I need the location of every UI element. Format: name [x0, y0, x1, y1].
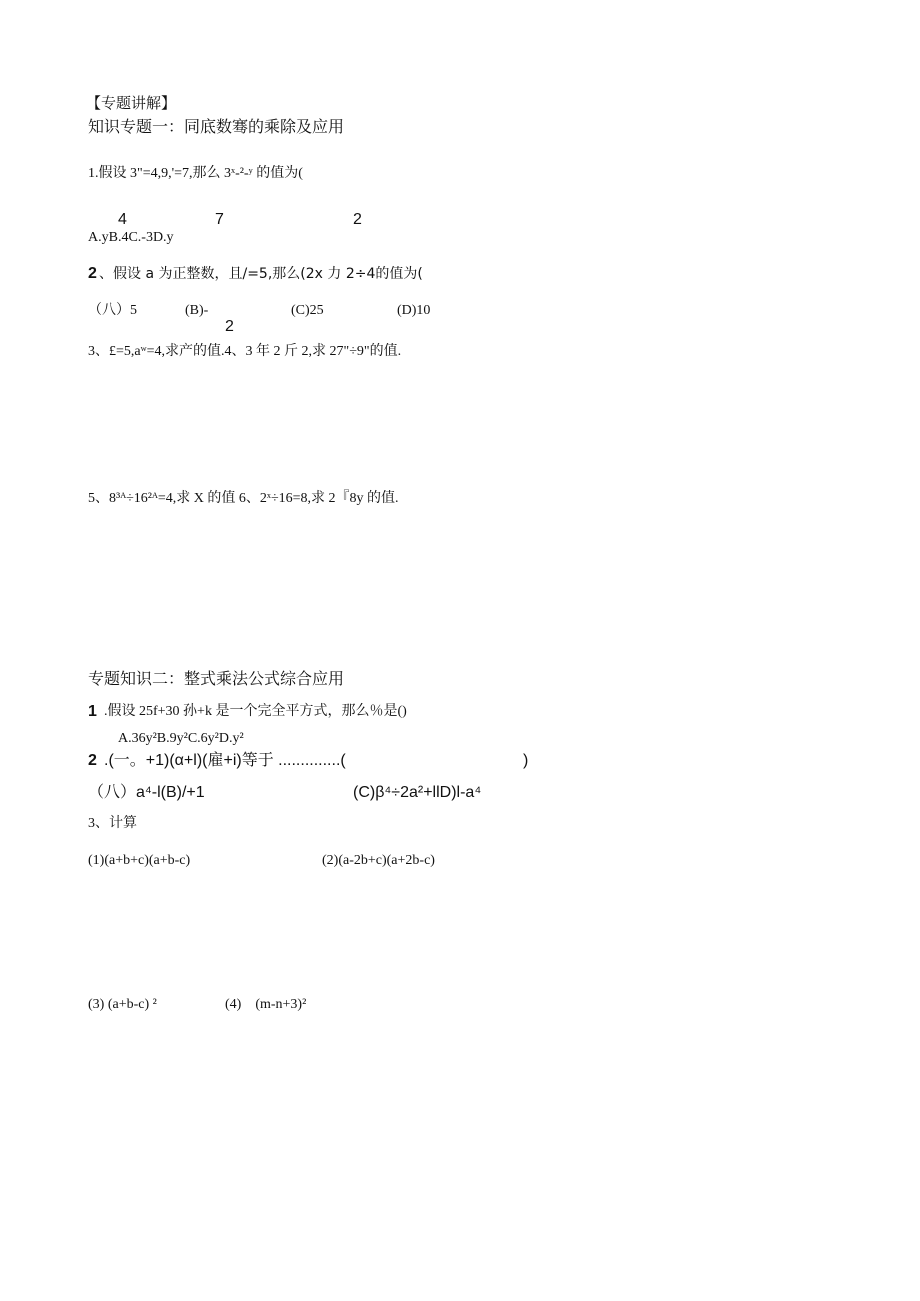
topic-one-title: 知识专题一：同底数骞的乘除及应用 [88, 117, 345, 136]
t2q2-stem: .(一。+1)(α+l)(雇+i)等于 ..............( [104, 752, 346, 769]
t2q2-options-right: (C)β⁴÷2a²+llD)l-a⁴ [353, 784, 482, 801]
t2q2-options-left: （八）a⁴-l(B)/+1 [88, 784, 205, 801]
t2q1-stem: .假设 25f+30 孙+k 是一个完全平方式，那么％是() [104, 704, 407, 719]
t2q3-part-4: (4) (m-n+3)² [225, 997, 307, 1012]
topic-two-title: 专题知识二：整式乘法公式综合应用 [88, 669, 345, 688]
t2q1-number: 1 [88, 703, 97, 720]
q1-stem: 1.假设 3"=4,9,'=7,那么 3ˣ-²-ʸ 的值为( [88, 166, 303, 181]
q2-option-a: （八）5 [88, 303, 137, 318]
t2q3-part-2: (2)(a-2b+c)(a+2b-c) [322, 853, 435, 868]
q2-option-b: (B)- [185, 303, 209, 318]
q1-fraction-numerator-c: 2 [353, 211, 362, 228]
q2-stem: 、假设 a 为正整数，且/=5,那么(2x 力 2÷4的值为( [99, 266, 423, 282]
q3-q4-text: 3、£=5,aʷ=4,求产的值.4、3 年 2 斤 2,求 27"÷9"的值. [88, 344, 402, 359]
q2-option-c: (C)25 [291, 303, 324, 318]
q5-q6-text: 5、8³ᴬ÷16²ᴬ=4,求 X 的值 6、2ˣ÷16=8,求 2『8y 的值. [88, 491, 399, 506]
q2-fraction-denominator: 2 [225, 318, 234, 335]
section-header: 【专题讲解】 [86, 94, 177, 112]
q2-option-d: (D)10 [397, 303, 431, 318]
q2-number: 2 [88, 265, 97, 282]
t2q3-part-3: (3) (a+b-c) ² [88, 997, 157, 1012]
t2q3-part-1: (1)(a+b+c)(a+b-c) [88, 853, 191, 868]
q1-fraction-numerator-a: 4 [118, 211, 127, 228]
t2q2-number: 2 [88, 752, 97, 769]
t2q1-options: A.36y²B.9y²C.6y²D.y² [118, 731, 244, 746]
q1-fraction-numerator-b: 7 [215, 211, 224, 228]
t2q2-close-paren: ) [523, 752, 529, 769]
t2q3-label: 3、计算 [88, 816, 137, 831]
q1-options: A.yB.4C.-3D.y [88, 230, 174, 245]
